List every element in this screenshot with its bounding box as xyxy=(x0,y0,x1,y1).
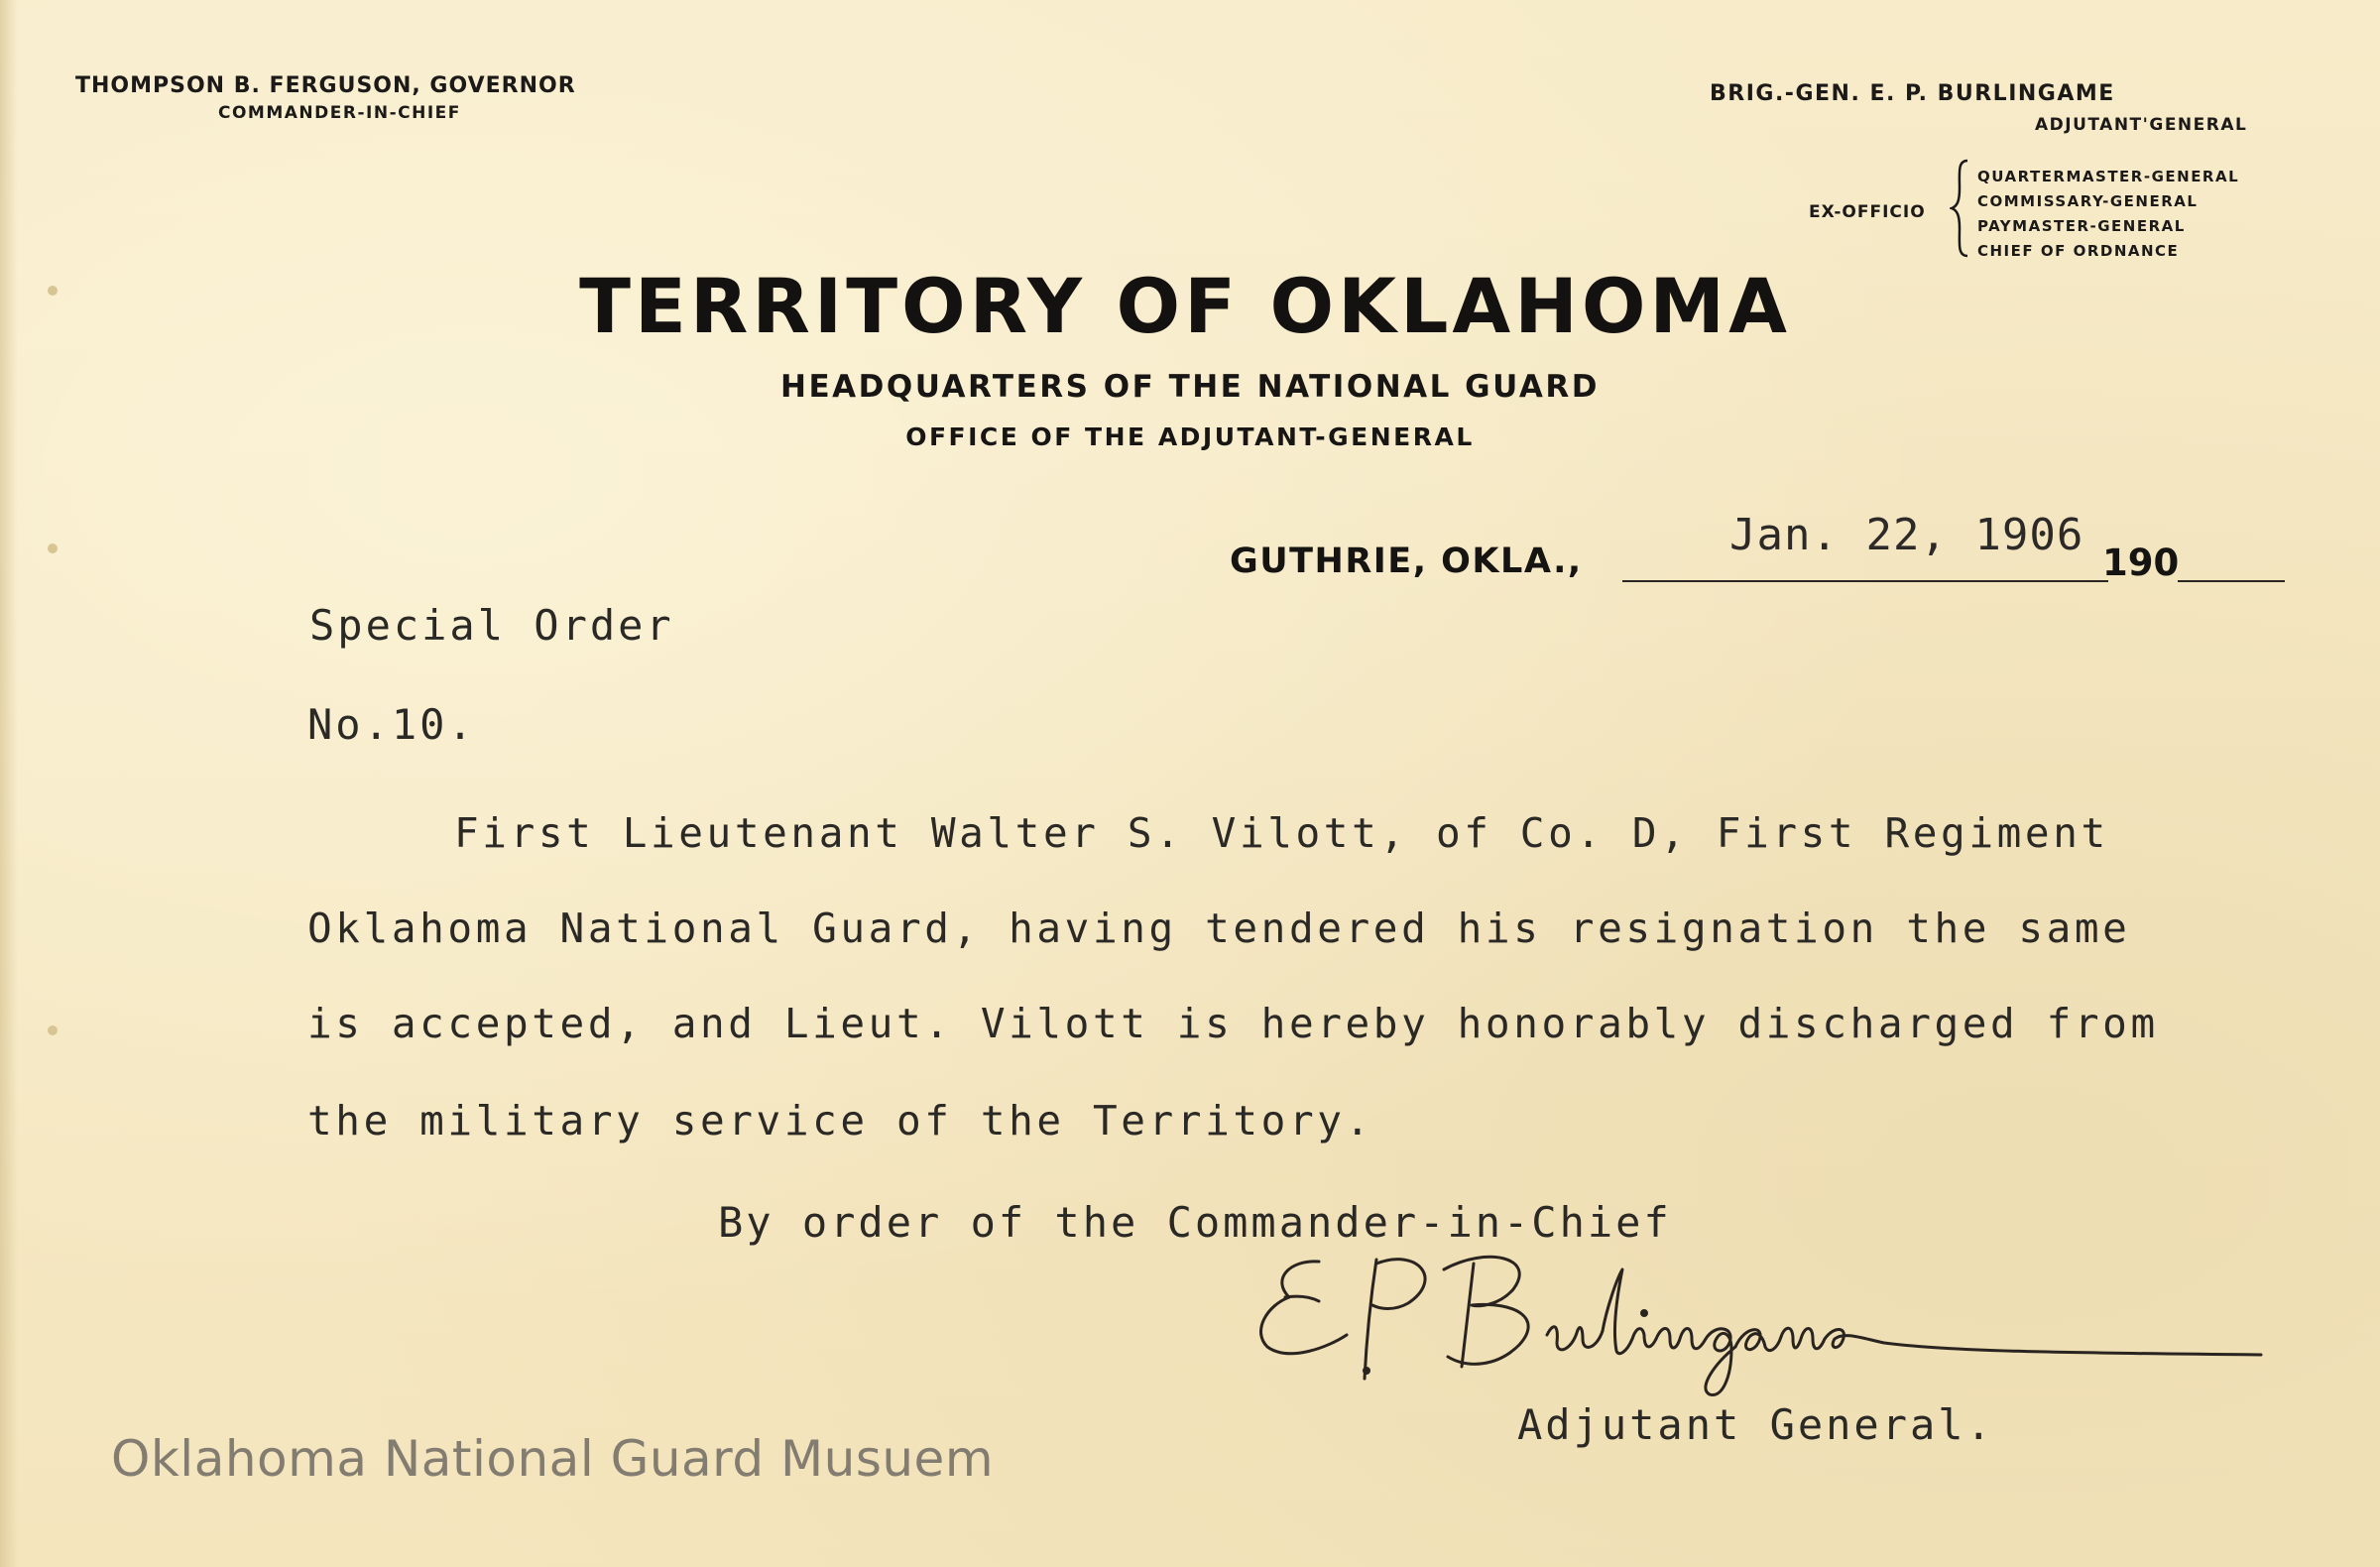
document-subtitle: HEADQUARTERS OF THE NATIONAL GUARD xyxy=(780,369,1600,405)
place-line: GUTHRIE, OKLA., xyxy=(1230,542,1583,581)
role-item: CHIEF OF ORDNANCE xyxy=(1977,242,2180,260)
handwritten-signature xyxy=(1250,1240,2271,1398)
adjutant-name: BRIG.-GEN. E. P. BURLINGAME xyxy=(1710,81,2115,106)
governor-title: COMMANDER-IN-CHIEF xyxy=(218,103,461,123)
special-order-number: No.10. xyxy=(307,700,476,749)
brace-icon xyxy=(1950,159,1971,258)
body-line: is accepted, and Lieut. Vilott is hereby honorably discharged from xyxy=(307,1000,2159,1047)
document-title xyxy=(0,262,2380,350)
body-line: First Lieutenant Walter S. Vilott, of Co. D, First Regiment xyxy=(454,809,2109,857)
order-date: Jan. 22, 1906 xyxy=(1729,510,2084,560)
paper-mark xyxy=(48,543,58,553)
paper-edge xyxy=(0,0,18,1567)
office-line: OFFICE OF THE ADJUTANT-GENERAL xyxy=(905,422,1475,451)
signer-title: Adjutant General. xyxy=(1517,1400,1994,1449)
museum-watermark: Oklahoma National Guard Musuem xyxy=(111,1430,995,1488)
adjutant-title: ADJUTANT'GENERAL xyxy=(2035,115,2248,135)
role-item: COMMISSARY-GENERAL xyxy=(1977,192,2199,210)
body-line: Oklahoma National Guard, having tendered his resignation the same xyxy=(307,904,2131,952)
paper-mark xyxy=(48,1025,58,1035)
body-line: the military service of the Territory. xyxy=(307,1097,1373,1145)
by-order-line: By order of the Commander-in-Chief xyxy=(718,1198,1672,1247)
special-order-label: Special Order xyxy=(309,601,674,650)
year-rule xyxy=(2178,580,2285,582)
role-item: PAYMASTER-GENERAL xyxy=(1977,217,2186,235)
governor-name: THOMPSON B. FERGUSON, GOVERNOR xyxy=(75,73,576,98)
ex-officio-label: EX-OFFICIO xyxy=(1809,202,1926,222)
date-rule xyxy=(1622,580,2108,582)
ex-officio-roles xyxy=(1977,165,2239,264)
role-item: QUARTERMASTER-GENERAL xyxy=(1977,168,2240,185)
title-text: TERRITORY OF OKLAHOMA xyxy=(579,262,1791,350)
printed-year-prefix: 190 xyxy=(2102,542,2180,584)
